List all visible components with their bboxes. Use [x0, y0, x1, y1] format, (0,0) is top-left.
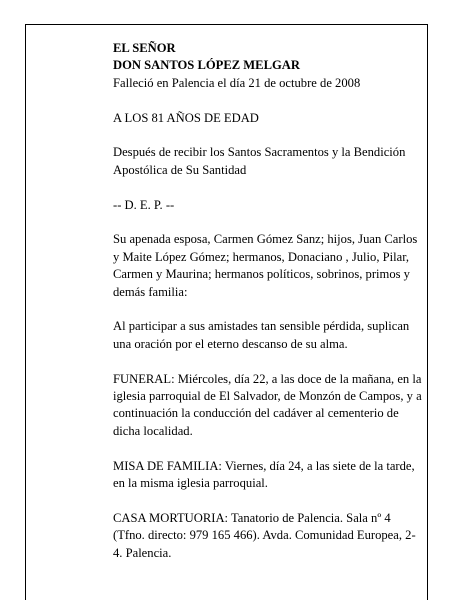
- deceased-name: DON SANTOS LÓPEZ MELGAR: [113, 58, 300, 73]
- dep-line: -- D. E. P. --: [113, 197, 175, 212]
- misa-paragraph: MISA DE FAMILIA: Viernes, día 24, a las siete de la tarde, en la misma iglesia parroquial.: [113, 458, 415, 491]
- sacraments-paragraph: Después de recibir los Santos Sacramentos y la Bendición Apostólica de Su Santidad: [113, 145, 406, 177]
- casa-mortuoria-paragraph: CASA MORTUORIA: Tanatorio de Palencia. Sala nº 4 (Tfno. directo: 979 165 466). Avda. Comunidad Europea, 2-4. Palencia.: [113, 510, 416, 560]
- funeral-paragraph: FUNERAL: Miércoles, día 22, a las doce de la mañana, en la iglesia parroquial de El Salvador, de Monzón de Campos, y a continuación la conducción del cadáver al cementerio de dicha localidad.: [113, 371, 422, 438]
- age-line: A LOS 81 AÑOS DE EDAD: [113, 110, 259, 125]
- honorific: EL SEÑOR: [113, 41, 176, 55]
- request-paragraph: Al participar a sus amistades tan sensible pérdida, suplican una oración por el eterno descanso de su alma.: [113, 319, 410, 351]
- death-notice: Falleció en Palencia el día 21 de octubre de 2008: [113, 75, 361, 90]
- obituary-text: [113, 40, 425, 579]
- header-block: [113, 40, 425, 92]
- family-paragraph: Su apenada esposa, Carmen Gómez Sanz; hijos, Juan Carlos y Maite López Gómez; hermanos, Donaciano , Julio, Pilar, Carmen y Maurina; hermanos políticos, sobrinos, primos y demás familia:: [113, 232, 418, 299]
